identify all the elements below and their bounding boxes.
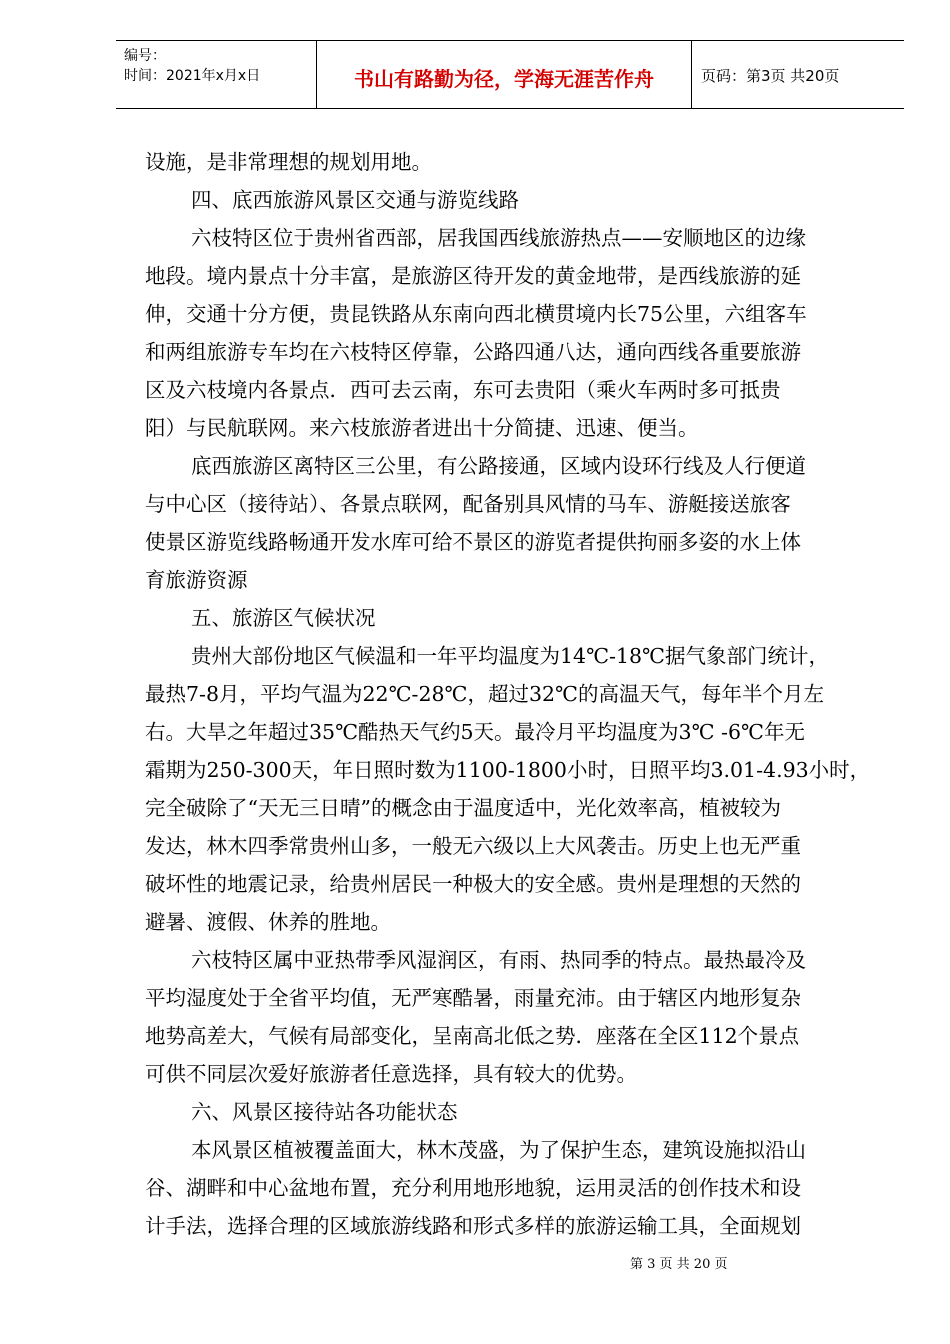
body-line: 最热7-8月，平均气温为22℃-28℃，超过32℃的高温天气，每年半个月左	[145, 682, 824, 706]
body-line: 育旅游资源	[145, 568, 248, 592]
body-line: 霜期为250-300天，年日照时数为1100-1800小时，日照平均3.01-4.93小时，	[145, 758, 871, 782]
number-label: 编号：	[124, 48, 166, 64]
body-line: 设施，是非常理想的规划用地。	[145, 150, 432, 174]
body-line: 可供不同层次爱好旅游者任意选择，具有较大的优势。	[145, 1062, 637, 1086]
body-line: 地段。境内景点十分丰富，是旅游区待开发的黄金地带，是西线旅游的延	[145, 264, 801, 288]
body-line: 计手法，选择合理的区域旅游线路和形式多样的旅游运输工具，全面规划	[145, 1214, 801, 1238]
section-heading: 五、旅游区气候状况	[191, 606, 376, 630]
body-line: 伸，交通十分方便，贵昆铁路从东南向西北横贯境内长75公里，六组客车	[145, 302, 807, 326]
body-line: 底西旅游区离特区三公里，有公路接通，区域内设环行线及人行便道	[191, 454, 806, 478]
body-line: 与中心区（接待站）、各景点联网，配备别具风情的马车、游艇接送旅客	[145, 492, 791, 516]
body-line: 平均湿度处于全省平均值，无严寒酷暑，雨量充沛。由于辖区内地形复杂	[145, 986, 801, 1010]
page-code: 页码：第3页 共20页	[701, 67, 840, 85]
body-line: 完全破除了“天无三日晴”的概念由于温度适中，光化效率高，植被较为	[145, 796, 781, 820]
body-line: 谷、湖畔和中心盆地布置，充分利用地形地貌，运用灵活的创作技术和设	[145, 1176, 801, 1200]
page-header	[116, 40, 904, 109]
body-line: 右。大旱之年超过35℃酷热天气约5天。最冷月平均温度为3℃ -6℃年无	[145, 720, 805, 744]
body-line: 六枝特区位于贵州省西部，居我国西线旅游热点——安顺地区的边缘	[191, 226, 806, 250]
body-line: 使景区游览线路畅通开发水库可给不景区的游览者提供拘丽多姿的水上体	[145, 530, 801, 554]
section-heading: 四、底西旅游风景区交通与游览线路	[191, 188, 519, 212]
section-heading: 六、风景区接待站各功能状态	[191, 1100, 458, 1124]
body-line: 阳）与民航联网。来六枝旅游者进出十分简捷、迅速、便当。	[145, 416, 699, 440]
body-line: 贵州大部份地区气候温和一年平均温度为14℃-18℃据气象部门统计，	[191, 644, 829, 668]
header-page-cell	[691, 41, 904, 108]
header-motto-cell	[316, 41, 692, 108]
body-line: 本风景区植被覆盖面大，林木茂盛，为了保护生态，建筑设施拟沿山	[191, 1138, 806, 1162]
date-label: 时间：2021年x月x日	[124, 68, 261, 84]
motto-text: 书山有路勤为径，学海无涯苦作舟	[354, 67, 654, 91]
body-line: 避暑、渡假、休养的胜地。	[145, 910, 391, 934]
header-meta-cell	[116, 41, 316, 108]
body-line: 和两组旅游专车均在六枝特区停靠，公路四通八达，通向西线各重要旅游	[145, 340, 801, 364]
body-line: 破坏性的地震记录，给贵州居民一种极大的安全感。贵州是理想的天然的	[145, 872, 801, 896]
body-line: 区及六枝境内各景点．西可去云南，东可去贵阳（乘火车两时多可抵贵	[145, 378, 781, 402]
body-line: 地势高差大，气候有局部变化，呈南高北低之势．座落在全区112个景点	[145, 1024, 800, 1048]
body-line: 六枝特区属中亚热带季风湿润区，有雨、热同季的特点。最热最冷及	[191, 948, 806, 972]
page-footer: 第 3 页 共 20 页	[630, 1257, 728, 1272]
body-line: 发达，林木四季常贵州山多，一般无六级以上大风袭击。历史上也无严重	[145, 834, 801, 858]
